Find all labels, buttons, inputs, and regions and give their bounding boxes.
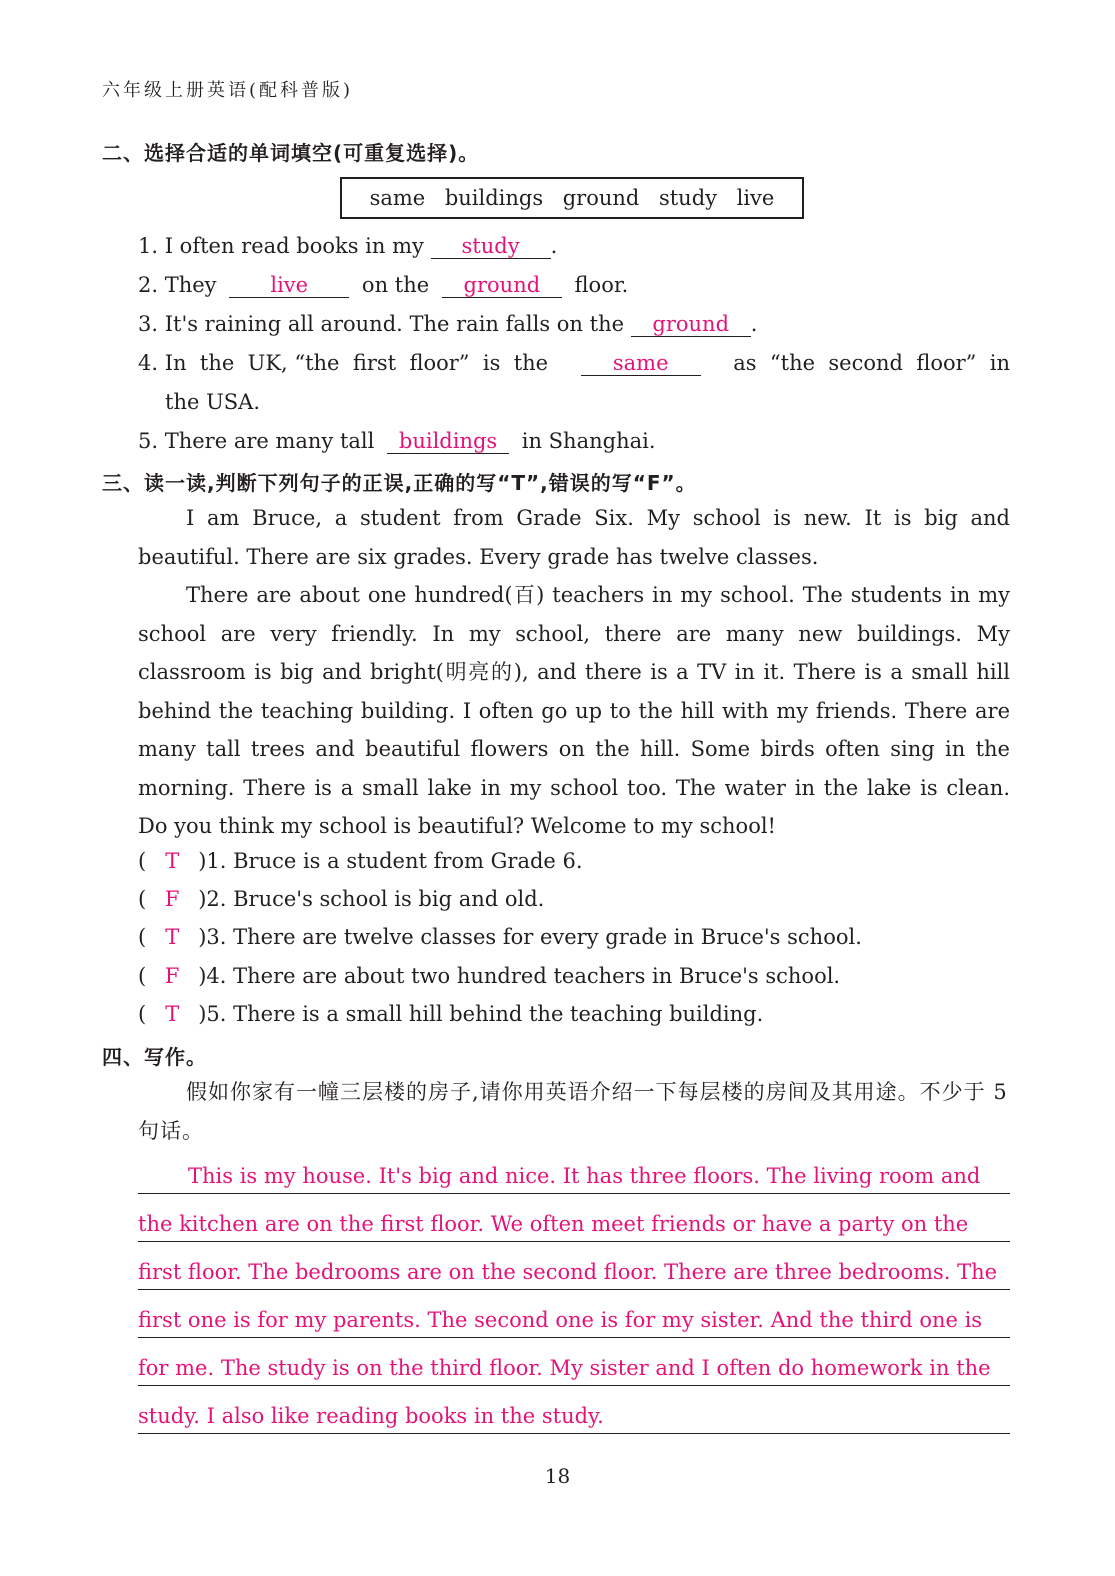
writing-prompt [138,1073,1010,1151]
answer-blank: buildings [387,429,509,454]
tf-answer: T [165,925,180,949]
question-4 [138,351,1010,376]
essay-text: for me. The study is on the third floor. My sister and I often do homework in the [138,1356,991,1380]
passage-paragraph: There are about one hundred(百) teachers in my school. The students in my school are very friendly. In my school, there are many new buildings. My classroom is big and bright(明亮的), and there is a TV in it. There is a small hill behind the teaching building. I often go up to the hill with my friends. There are many tall trees and beautiful flowers on the hill. Some birds often sing in the morning. There is a small lake in my school too. The water in the lake is clean. Do you think my school is beautiful? Welcome to my school! [138,583,1010,838]
tf-answer: F [164,964,180,988]
prompt-text: 假如你家有一幢三层楼的房子,请你用英语介绍一下每层楼的房间及其用途。不少于 5 句话。 [138,1080,1008,1143]
answer-blank: study [431,234,551,259]
question-text: 1. I often read books in my [138,234,424,258]
tf-item-3: ( T )3. There are twelve classes for every grade in Bruce's school. [138,925,862,949]
essay-text: first floor. The bedrooms are on the second floor. There are three bedrooms. The [138,1260,998,1284]
word-bank-item: ground [562,186,640,210]
word-bank [340,177,804,219]
question-1 [138,234,557,259]
word-bank-item: same [369,186,426,210]
passage-paragraph: I am Bruce, a student from Grade Six. My school is new. It is big and beautiful. There are six grades. Every grade has twelve classes. [138,506,1010,569]
essay-line [138,1401,1010,1434]
section-4-title: 四、写作。 [102,1045,207,1069]
question-5 [138,429,656,454]
essay-line [138,1353,1010,1386]
answer-blank: ground [442,273,562,298]
essay-text: study. I also like reading books in the study. [138,1404,604,1428]
question-text: in Shanghai. [521,429,656,453]
question-4-continued: the USA. [165,390,260,414]
tf-item-4: ( F )4. There are about two hundred teachers in Bruce's school. [138,964,841,988]
question-text: 4. In the UK, “the first floor” is the [138,351,549,375]
essay-line [138,1161,1010,1194]
reading-passage [138,499,1010,846]
essay-line [138,1257,1010,1290]
essay-line [138,1209,1010,1242]
question-text: 5. There are many tall [138,429,375,453]
question-text: on the [361,273,430,297]
page-number: 18 [544,1464,571,1488]
answer-blank: same [581,351,701,376]
question-text: . [750,312,758,336]
tf-statement: )3. There are twelve classes for every grade in Bruce's school. [198,925,862,949]
tf-item-1: ( T )1. Bruce is a student from Grade 6. [138,849,583,873]
tf-answer: T [165,849,180,873]
tf-statement: )2. Bruce's school is big and old. [198,887,545,911]
essay-line [138,1305,1010,1338]
essay-text: first one is for my parents. The second one is for my sister. And the third one is [138,1308,983,1332]
question-2 [138,273,628,298]
answer-blank: ground [631,312,751,337]
question-text: as “the second floor” in [733,351,1010,375]
word-bank-item: study [658,186,718,210]
tf-statement: )1. Bruce is a student from Grade 6. [198,849,583,873]
question-text: floor. [574,273,629,297]
question-text: 3. It's raining all around. The rain falls on the [138,312,625,336]
word-bank-item: buildings [444,186,544,210]
tf-statement: )5. There is a small hill behind the teaching building. [198,1002,764,1026]
section-2-title: 二、选择合适的单词填空(可重复选择)。 [102,141,480,165]
question-text: 2. They [138,273,217,297]
essay-text: the kitchen are on the first floor. We often meet friends or have a party on the [138,1212,969,1236]
question-text: . [550,234,558,258]
answer-blank: live [229,273,349,298]
tf-answer: T [165,1002,180,1026]
word-bank-item: live [736,186,775,210]
question-3 [138,312,757,337]
tf-item-2: ( F )2. Bruce's school is big and old. [138,887,545,911]
essay-text: This is my house. It's big and nice. It has three floors. The living room and [188,1164,981,1188]
tf-answer: F [164,887,180,911]
tf-item-5: ( T )5. There is a small hill behind the teaching building. [138,1002,764,1026]
section-3-title: 三、读一读,判断下列句子的正误,正确的写“T”,错误的写“F”。 [102,471,697,495]
tf-statement: )4. There are about two hundred teachers in Bruce's school. [198,964,841,988]
page-header: 六年级上册英语(配科普版) [102,80,354,101]
